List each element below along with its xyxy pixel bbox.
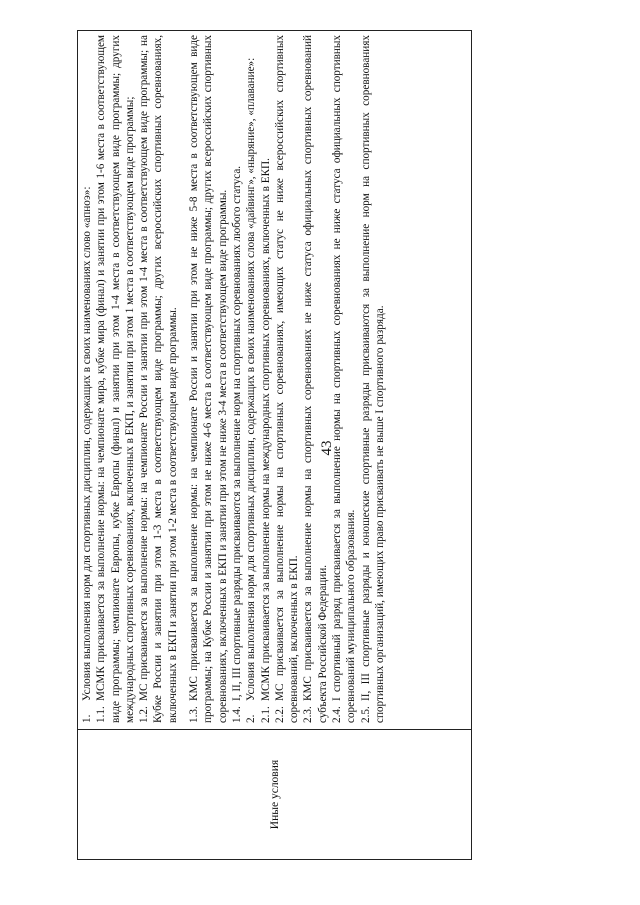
condition-item: 2.1.МСМК присваивается за выполнение нормы на международных спортивных соревнованиях, включенных в ЕКП. [259, 158, 272, 723]
condition-item: 1.Условия выполнения норм для спортивных дисциплин, содержащих в своих наименованиях слово «апноэ»: [81, 186, 93, 723]
condition-item: 1.2.МС присваивается за выполнение нормы: на чемпионате России и занятии при этом 1-4 места в соответствующем виде программы; на Кубке России и занятии при этом 1-3 места в соответствующем виде программы; других всероссийских спортивных соревнованиях, включенных в ЕКП и занятии при этом 1-2 места в соответствующем виде программы. [138, 35, 179, 723]
row-label-other-conditions: Иные условия [78, 729, 471, 859]
condition-item: 2.4.I спортивный разряд присваивается за выполнение нормы на спортивных соревнованиях не ниже статуса официальных спортивных соревнований муниципального образования. [331, 35, 358, 723]
condition-item: 2.5.II, III спортивные разряды и юношеские спортивные разряды присваиваются за выполнение норм на спортивных соревнованиях спортивных организаций, имеющих право присваивать не выше I спортивного разряда. [359, 35, 386, 723]
condition-item: 2.3.КМС присваивается за выполнение нормы на спортивных соревнованиях не ниже статуса официальных спортивных соревнований субъекта Российской Федерации. [302, 35, 329, 723]
condition-item: 1.3.КМС присваивается за выполнение нормы: на чемпионате России и занятии при этом не ниже 5-8 места в соответствующем виде программы; на Кубке России и занятии при этом не ниже 4-6 места в соответствующем виде программы; других всероссийских спортивных соревнованиях, включенных в ЕКП и занятии при этом не ниже 3-4 места в соответствующем виде программы. [188, 35, 229, 723]
condition-item: 1.4.I, II, III спортивные разряды присваиваются за выполнение норм на спортивных соревнованиях любого статуса. [230, 165, 243, 723]
spacer [180, 35, 187, 723]
conditions-table [77, 30, 472, 860]
page-number: 43 [319, 440, 335, 456]
condition-item: 1.1.МСМК присваивается за выполнение нормы: на чемпионате мира, кубке мира (финал) и занятии при этом 1-6 места в соответствующем виде программы; чемпионате Европы, кубке Европы (финал) и занятии при этом 1-4 места в соответствующем виде программы; других международных спортивных соревнованиях, включенных в ЕКП, и занятии при этом 1 места в соответствующем виде программы; [95, 35, 136, 723]
condition-item: 2.Условия выполнения норм для спортивных дисциплин, содержащих в своих наименованиях слова «дайвинг», «ныряние», «плавание»: [245, 57, 258, 723]
conditions-cell [78, 31, 471, 729]
condition-item: 2.2.МС присваивается за выполнение нормы на спортивных соревнованиях, имеющих статус не ниже всероссийских спортивных соревнований, включенных в ЕКП. [273, 35, 301, 723]
